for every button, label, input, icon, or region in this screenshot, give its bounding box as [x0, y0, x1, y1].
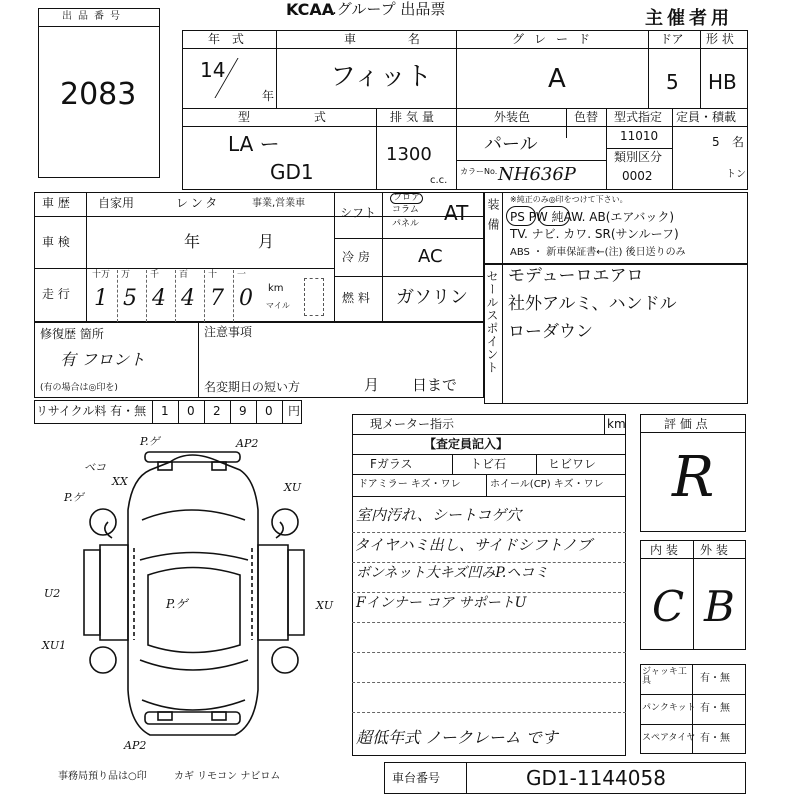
- diagram-mark-front-right: AP2: [236, 437, 259, 450]
- recycle-digit: 9: [239, 404, 247, 418]
- lot-number: 2083: [60, 77, 137, 112]
- mileage-digit-label: 百: [179, 270, 189, 280]
- selling-point-3: ローダウン: [508, 322, 593, 342]
- recycle-label: リサイクル料 有・無: [36, 404, 147, 418]
- comment-2: タイヤハミ出し、サイドシフトノブ: [354, 536, 592, 554]
- office-note: 事務局預り品は○印: [58, 771, 147, 782]
- color-value: パール: [484, 134, 538, 155]
- chassis-value: GD1-1144058: [526, 766, 666, 790]
- interior-grade: C: [652, 582, 685, 631]
- repair-value: 有 フロント: [60, 350, 146, 369]
- color-no-label: カラーNo.: [460, 167, 498, 176]
- interior-label: 内 装: [650, 543, 678, 557]
- diagram-mark-roof: P.ゲ: [166, 597, 188, 611]
- shift-value: AT: [444, 201, 469, 225]
- diagram-mark-front-left: ベコ: [84, 461, 106, 474]
- displacement-label: 排気量: [390, 110, 439, 124]
- form-title: .グループ 出品票: [332, 0, 446, 18]
- class-value: 0002: [622, 169, 653, 183]
- accessory-puncture-value[interactable]: 有・無: [700, 703, 730, 714]
- accessory-spare-value[interactable]: 有・無: [700, 733, 730, 744]
- inspection-year: 年: [184, 232, 201, 251]
- history-label: 車 歴: [42, 196, 70, 210]
- meter-unit: km: [607, 417, 626, 431]
- mileage-digit-label: 千: [150, 270, 160, 280]
- accessory-jack-value[interactable]: 有・無: [700, 673, 730, 684]
- mileage-digit-label: 十万: [92, 270, 111, 280]
- mileage-digit-label: 一: [237, 270, 247, 280]
- usage-private[interactable]: 自家用: [98, 196, 135, 210]
- diagram-mark-left-rear: XU1: [42, 639, 67, 652]
- selling-point-2: 社外アルミ、ハンドル: [508, 294, 677, 314]
- body-value: HB: [708, 70, 737, 94]
- accessory-jack-label: ジャッキ工具: [642, 667, 687, 686]
- accessory-puncture-label: パンクキット: [642, 703, 696, 713]
- capacity-unit: 名: [732, 135, 745, 149]
- mileage-digit: 0: [239, 286, 253, 311]
- color-no-value: NH636P: [498, 164, 576, 185]
- name-label: 車 名: [344, 32, 444, 46]
- evaluation-label: 評 価 点: [664, 417, 708, 431]
- diagram-mark-left-fender: P.ゲ: [64, 491, 84, 504]
- equipment-line3: ABS ・ 新車保証書←(注) 後日送りのみ: [510, 247, 686, 258]
- year-label: 年 式: [208, 32, 248, 46]
- color-label: 外装色: [494, 110, 531, 124]
- comment-1: 室内汚れ、シートコゲ穴: [356, 506, 522, 524]
- shift-column[interactable]: コラム: [392, 205, 419, 215]
- name-change-label: 名変期日の短い方: [204, 380, 301, 394]
- accessory-spare-label: スペアタイヤ: [642, 733, 696, 743]
- mileage-digit-label: 十: [208, 270, 218, 280]
- office-items: カギ リモコン ナビロム: [174, 771, 281, 782]
- mileage-digit-label: 万: [121, 270, 131, 280]
- equipment-line1: PS PW 純AW. AB(エアバック): [510, 210, 675, 224]
- repair-label: 修復歴 箇所: [40, 327, 104, 341]
- body-label: 形 状: [706, 32, 734, 46]
- equipment-line2: TV. ナビ. カワ. SR(サンルーフ): [510, 227, 679, 241]
- color-change-label: 色替: [574, 110, 599, 124]
- model-label: 型 式: [238, 110, 356, 124]
- lot-label: 出品番号: [62, 11, 126, 22]
- grade-label: グレード: [512, 32, 601, 46]
- year-suffix: 年: [262, 89, 275, 103]
- recycle-digit: 0: [187, 404, 195, 418]
- load-unit: トン: [726, 169, 746, 180]
- fuel-label: 燃 料: [342, 291, 370, 305]
- shift-floor[interactable]: フロア: [390, 193, 423, 204]
- equipment-note: ※純正のみ◎印をつけて下さい。: [510, 195, 628, 204]
- comment-4: Fインナー コア サポートU: [356, 595, 527, 611]
- class-label: 類別区分: [614, 150, 663, 164]
- notes-label: 注意事項: [204, 325, 253, 339]
- type-designation-label: 型式指定: [614, 110, 663, 124]
- repair-note: (有の場合は◎印を): [40, 383, 118, 393]
- shift-label: シフト: [340, 206, 377, 220]
- organizer-label: 主催者用: [645, 8, 733, 29]
- wheel-label: ホイール(CP) キズ・ワレ: [490, 479, 604, 490]
- usage-rental[interactable]: レンタ: [176, 196, 221, 210]
- recycle-unit: 円: [288, 404, 301, 418]
- grade-value: A: [548, 64, 566, 94]
- usage-commercial[interactable]: 事業,営業車: [252, 198, 306, 209]
- displacement-value: 1300: [386, 144, 432, 165]
- shift-panel[interactable]: パネル: [392, 219, 420, 229]
- diagram-mark-left-door: U2: [44, 587, 61, 600]
- model-line1: LA ー: [228, 132, 280, 156]
- mileage-unit-km: km: [268, 283, 284, 294]
- model-line2: GD1: [270, 160, 314, 184]
- capacity-label: 定員・積載: [676, 110, 737, 124]
- selling-points-label: セールスポイント: [485, 270, 499, 374]
- mileage-digit: 7: [210, 286, 224, 311]
- form-logo: KCAA: [286, 0, 335, 19]
- closing-comment: 超低年式 ノークレーム です: [356, 728, 558, 747]
- recycle-digit: 0: [265, 404, 273, 418]
- inspection-month: 月: [258, 232, 275, 251]
- meter-label: 現メーター指示: [370, 417, 455, 431]
- name-value: フィット: [330, 62, 432, 92]
- inspection-label: 車 検: [42, 235, 70, 249]
- year-value: 14: [200, 58, 226, 82]
- doors-label: ドア: [660, 32, 684, 46]
- glass-label: Fガラス: [370, 457, 413, 471]
- fuel-value: ガソリン: [396, 287, 468, 308]
- mileage-label: 走 行: [42, 287, 70, 301]
- glass-crack[interactable]: ヒビワレ: [548, 457, 597, 471]
- cc-label: c.c.: [430, 175, 448, 186]
- selling-point-1: モデューロエアロ: [508, 266, 644, 286]
- ac-value: AC: [418, 246, 443, 267]
- chassis-label: 車台番号: [392, 771, 441, 785]
- ac-label: 冷 房: [342, 250, 370, 264]
- diagram-mark-rear-bumper: AP2: [124, 739, 147, 752]
- mileage-digit: 4: [181, 286, 195, 311]
- diagram-mark-front-left-2: XX: [112, 475, 128, 488]
- evaluation-score: R: [672, 445, 715, 510]
- mileage-digit: 1: [94, 286, 108, 311]
- recycle-digit: 1: [161, 404, 169, 418]
- doors-value: 5: [666, 70, 679, 94]
- capacity-value: 5: [712, 135, 720, 149]
- inspector-section-label: 【査定員記入】: [424, 437, 509, 451]
- exterior-grade: B: [704, 582, 735, 631]
- glass-chip[interactable]: トビ石: [470, 457, 507, 471]
- diagram-mark-right-door: XU: [316, 599, 334, 612]
- type-designation-value: 11010: [620, 129, 659, 143]
- mileage-digit: 4: [152, 286, 166, 311]
- diagram-mark-right-fender: XU: [284, 481, 302, 494]
- mileage-digit: 5: [123, 286, 137, 311]
- name-change-month: 月: [364, 376, 380, 394]
- equipment-label: 装備: [486, 198, 500, 238]
- recycle-digit: 2: [213, 404, 221, 418]
- mirror-label: ドアミラー キズ・ワレ: [358, 479, 461, 490]
- comment-3: ボンネット大キズ凹みP.ヘコミ: [356, 565, 549, 581]
- diagram-mark-front-bumper: P.ゲ: [140, 435, 160, 448]
- mileage-unit-mile: マイル: [266, 301, 290, 310]
- exterior-label: 外 装: [700, 543, 728, 557]
- name-change-day: 日まで: [412, 376, 458, 394]
